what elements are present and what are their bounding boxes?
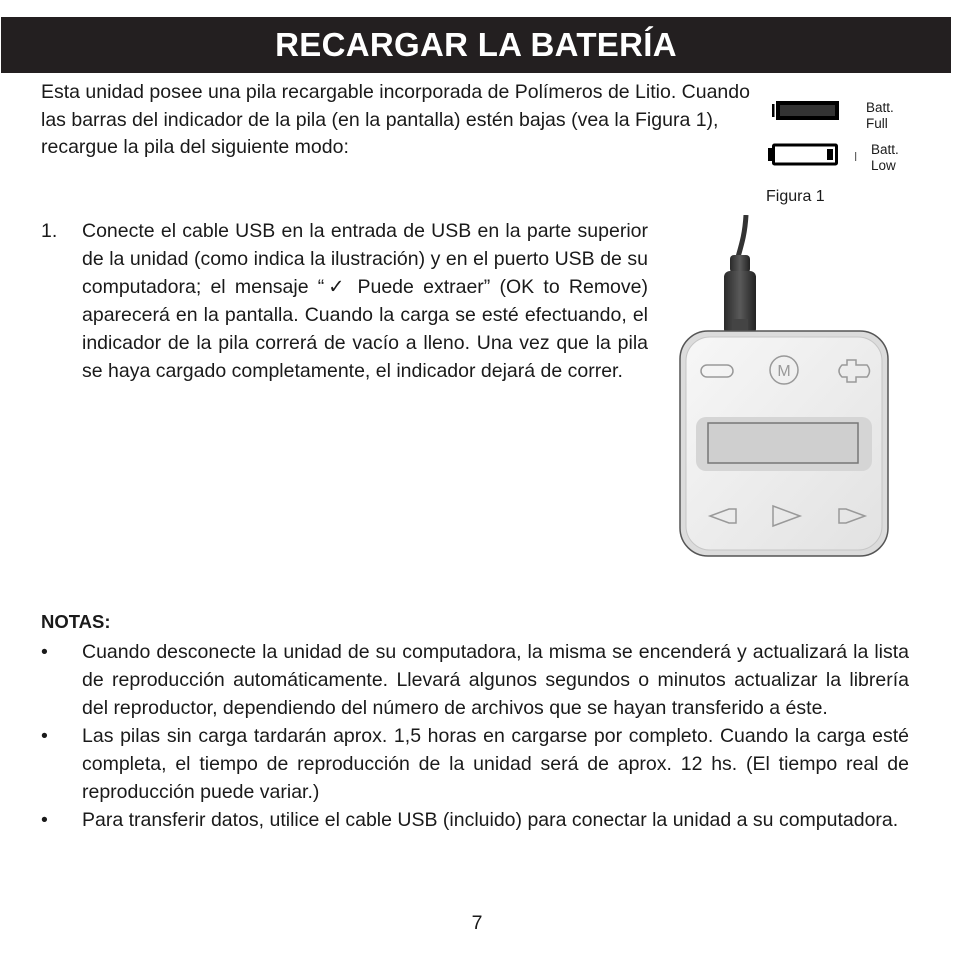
note-item bbox=[41, 722, 909, 806]
mp3-player-illustration bbox=[676, 215, 892, 560]
device-screen bbox=[696, 417, 872, 471]
bullet: • bbox=[41, 725, 48, 747]
bullet: • bbox=[41, 641, 48, 663]
note-text: Las pilas sin carga tardarán aprox. 1,5 horas en cargarse por completo. Cuando la carga esté completa, el tiempo de reproducción de la unidad será de aprox. 12 hs. (El tiempo real de reproducción puede variar.) bbox=[82, 725, 909, 803]
note-text: Para transferir datos, utilice el cable USB (incluido) para conectar la unidad a su computadora. bbox=[82, 809, 899, 831]
step-item bbox=[41, 217, 648, 385]
notes-heading: NOTAS: bbox=[41, 611, 111, 632]
bullet: • bbox=[41, 809, 48, 831]
battery-low-icon bbox=[768, 145, 856, 164]
battery-full-label: Batt. Full bbox=[866, 100, 894, 131]
page-title: RECARGAR LA BATERÍA bbox=[275, 26, 677, 63]
note-item bbox=[41, 806, 909, 834]
title-bar bbox=[1, 17, 951, 73]
menu-button-letter: M bbox=[777, 363, 791, 380]
steps-list bbox=[41, 217, 648, 385]
intro-paragraph: Esta unidad posee una pila recargable incorporada de Polímeros de Litio. Cuando las barras del indicador de la pila (en la pantalla) estén bajas (vea la Figura 1), recargue la pila del siguiente modo: bbox=[41, 81, 750, 158]
battery-low-label: Batt. Low bbox=[871, 142, 899, 173]
page-number: 7 bbox=[471, 912, 483, 934]
notes-list bbox=[41, 638, 909, 834]
note-text: Cuando desconecte la unidad de su computadora, la misma se encenderá y actualizará la lista de reproducción automáticamente. Llevará algunos segundos o minutos actualizar la librería del reproductor, dependiendo del número de archivos que se hayan transferido a éste. bbox=[82, 641, 909, 719]
usb-cable-icon bbox=[724, 215, 756, 337]
step-text: Conecte el cable USB en la entrada de USB en la parte superior de la unidad (como indica la ilustración) y en el puerto USB de su computadora; el mensaje “✓ Puede extraer” (OK to Remove) aparecerá en la pantalla. Cuando la carga se esté efectuando, el indicador de la pila correrá de vacío a lleno. Una vez que la pila se haya cargado completamente, el indicador dejará de correr. bbox=[82, 220, 648, 382]
figure-caption: Figura 1 bbox=[766, 188, 825, 205]
step-number: 1. bbox=[41, 220, 58, 242]
note-item bbox=[41, 638, 909, 722]
battery-full-icon bbox=[772, 101, 839, 120]
